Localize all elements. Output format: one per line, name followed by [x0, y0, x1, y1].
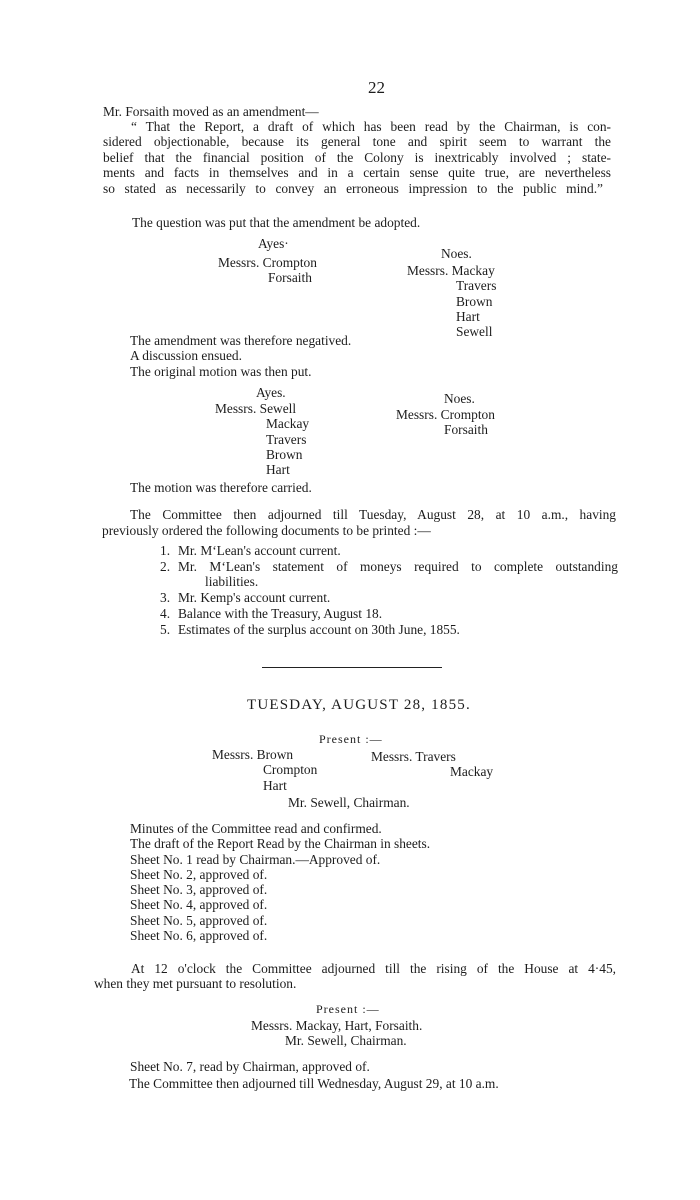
- vote2-aye-member: Brown: [266, 446, 303, 462]
- vote1-noe-member: Sewell: [456, 324, 493, 340]
- vote1-ayes-heading: Ayes·: [258, 236, 289, 251]
- minutes-line: Minutes of the Committee read and confirmed.: [130, 821, 382, 836]
- adjourn-rising-line-2: when they met pursuant to resolution.: [94, 976, 297, 991]
- doc-text: Mr. M‘Lean's account current.: [178, 543, 341, 558]
- vote1-noes-heading: Noes.: [441, 246, 472, 261]
- doc-text: Estimates of the surplus account on 30th June, 1855.: [178, 622, 460, 637]
- amendment-text-line: “ That the Report, a draft of which has been read by the Chairman, is con-: [131, 119, 611, 134]
- doc-number: 2.: [160, 559, 171, 574]
- doc-number: 5.: [160, 622, 171, 637]
- vote2-aye-member: Travers: [266, 431, 307, 447]
- note-line: A discussion ensued.: [130, 348, 242, 364]
- minutes-list: [130, 821, 430, 943]
- adjournment-line-2: previously ordered the following documents to be printed :—: [102, 523, 431, 538]
- minutes-line: The draft of the Report Read by the Chairman in sheets.: [130, 836, 431, 852]
- doc-number: 3.: [160, 590, 171, 605]
- present-member: Messrs. Travers: [371, 749, 456, 764]
- present-label: Present :—: [319, 732, 383, 746]
- doc-text-wrap: [178, 559, 618, 574]
- adjournment-line-1: [130, 507, 616, 522]
- page-number: 22: [368, 78, 385, 97]
- vote2-aye-member: Messrs. Sewell: [215, 401, 297, 416]
- minutes-line: Sheet No. 1 read by Chairman.—Approved of.: [130, 851, 381, 867]
- present-member: Hart: [263, 777, 287, 793]
- vote1-noes-list: [407, 263, 496, 339]
- amendment-text-line: so stated as necessarily to convey an erroneous impression to the public mind.”: [103, 181, 603, 196]
- doc-text-continued: liabilities.: [205, 574, 259, 589]
- final-adjournment: The Committee then adjourned till Wednesday, August 29, at 10 a.m.: [129, 1076, 499, 1091]
- present-right-list: [371, 749, 493, 780]
- section-divider: [262, 667, 442, 668]
- motion-carried: The motion was therefore carried.: [130, 480, 312, 495]
- present2-members: Messrs. Mackay, Hart, Forsaith.: [251, 1018, 423, 1033]
- minutes-line: Sheet No. 2, approved of.: [130, 866, 268, 882]
- present-member: Mackay: [450, 764, 494, 780]
- present-member: Crompton: [263, 762, 318, 778]
- amendment-intro: Mr. Forsaith moved as an amendment—: [103, 104, 319, 119]
- vote2-aye-member: Hart: [266, 462, 290, 478]
- vote2-noe-member: Forsaith: [444, 422, 488, 438]
- doc-number: 4.: [160, 606, 171, 621]
- present-left-list: [212, 747, 317, 793]
- amendment-question: The question was put that the amendment be adopted.: [132, 215, 421, 230]
- note-line: The amendment was therefore negatived.: [130, 333, 352, 348]
- note-line: The original motion was then put.: [130, 363, 312, 379]
- minutes-line: Sheet No. 5, approved of.: [130, 912, 268, 928]
- vote1-noe-member: Travers: [456, 278, 497, 294]
- minutes-line: Sheet No. 4, approved of.: [130, 897, 268, 913]
- adjournment-text: The Committee then adjourned till Tuesday, August 28, at 10 a.m., having: [130, 507, 616, 522]
- vote1-noe-member: Brown: [456, 293, 493, 309]
- vote1-noe-member: Hart: [456, 308, 480, 324]
- amendment-text-line: ments and facts in themselves and in a certain sense quite true, are nevertheless: [103, 165, 611, 180]
- vote2-ayes-heading: Ayes.: [256, 385, 286, 400]
- vote2-noes-list: [396, 407, 495, 438]
- chairman-line: Mr. Sewell, Chairman.: [288, 795, 410, 810]
- amendment-text-line: belief that the financial position of the Colony is inextricably involved ; state-: [103, 150, 611, 165]
- vote2-aye-member: Mackay: [266, 416, 310, 432]
- vote2-ayes-list: [215, 401, 309, 477]
- amendment-line-3: [103, 150, 611, 165]
- vote2-noe-member: Messrs. Crompton: [396, 407, 495, 422]
- vote1-aye-member: Forsaith: [268, 270, 312, 286]
- adjourn-rising-text: At 12 o'clock the Committee adjourned till the rising of the House at 4·45,: [131, 961, 616, 976]
- amendment-line-1: [131, 119, 611, 134]
- doc-text: Balance with the Treasury, August 18.: [178, 606, 383, 621]
- amendment-text-line: sidered objectionable, because its general tone and spirit seem to warrant the: [103, 134, 611, 149]
- amendment-line-4: [103, 165, 611, 180]
- doc-number: 1.: [160, 543, 171, 558]
- vote1-aye-member: Messrs. Crompton: [218, 255, 317, 270]
- vote2-noes-heading: Noes.: [444, 391, 475, 406]
- doc-text: Mr. M‘Lean's statement of moneys required to complete outstanding: [178, 559, 618, 574]
- vote1-noe-member: Messrs. Mackay: [407, 263, 495, 278]
- amendment-line-5: [103, 181, 603, 196]
- minutes-line: Sheet No. 3, approved of.: [130, 882, 268, 898]
- minutes-line: Sheet No. 6, approved of.: [130, 928, 268, 944]
- vote1-ayes-list: [218, 255, 317, 286]
- day-heading: TUESDAY, AUGUST 28, 1855.: [247, 697, 471, 713]
- sheet7-line: Sheet No. 7, read by Chairman, approved of.: [130, 1059, 370, 1074]
- after-vote1-notes: [130, 333, 351, 379]
- adjourn-rising-line-1: [131, 961, 616, 976]
- present2-chairman: Mr. Sewell, Chairman.: [285, 1033, 407, 1048]
- present-member: Messrs. Brown: [212, 747, 294, 762]
- doc-text: Mr. Kemp's account current.: [178, 590, 331, 605]
- present2-label: Present :—: [316, 1002, 380, 1016]
- amendment-line-2: [103, 134, 611, 149]
